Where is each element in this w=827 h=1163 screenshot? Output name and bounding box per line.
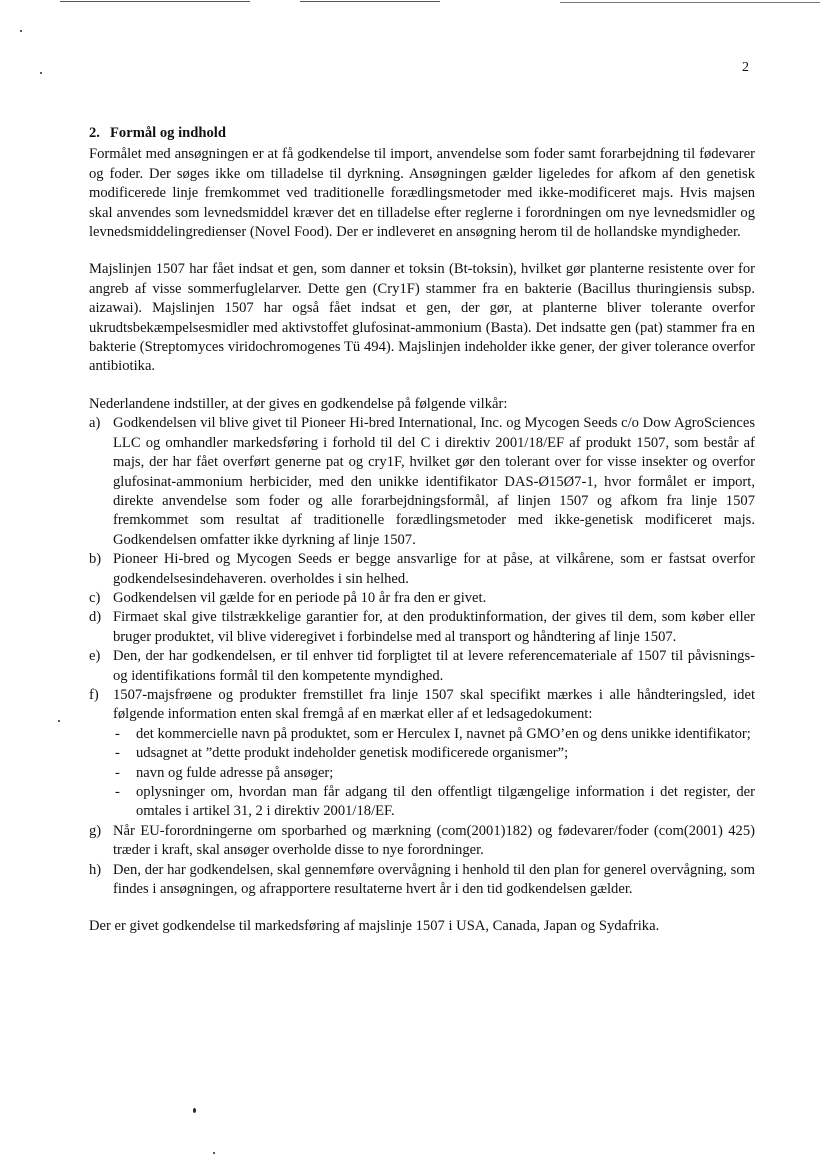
item-text: Den, der har godkendelsen, er til enhver tid forpligtet til at levere referencemateriale af 1507 til påvisnings- og identifikations formål til den kompetente myndighed. — [113, 648, 755, 684]
condition-item — [89, 686, 755, 822]
labelling-item — [113, 744, 755, 763]
labelling-text: udsagnet at ”dette produkt indeholder genetisk modificerede organismer”; — [136, 745, 569, 762]
labelling-text: oplysninger om, hvordan man får adgang til den offentligt tilgængelige information i det register, der omtales i artikel 31, 2 i direktiv 2001/18/EF. — [136, 784, 755, 820]
item-text: Firmaet skal give tilstrækkelige garantier for, at den produktinformation, der gives til dem, som køber eller bruger produktet, vil blive videregivet i forbindelse med al transport og håndtering af linje 1507. — [113, 609, 755, 645]
item-marker: e) — [89, 648, 101, 665]
item-marker: c) — [89, 589, 101, 606]
section-number: 2. — [89, 125, 100, 141]
condition-item — [89, 822, 755, 861]
condition-item — [89, 414, 755, 550]
scan-speck — [58, 720, 60, 722]
item-text: 1507-majsfrøene og produkter fremstillet fra linje 1507 skal specifikt mærkes i alle håndteringsled, idet følgende information enten skal fremgå af en mærkat eller af et ledsagedokument: — [113, 686, 755, 723]
item-marker: h) — [89, 861, 102, 878]
scan-edge-artifact — [0, 0, 827, 6]
item-text: Pioneer Hi-bred og Mycogen Seeds er begge ansvarlige for at påse, at vilkårene, som er fastsat overfor godkendelsesindehaveren. overholdes i sin helhed. — [113, 551, 755, 587]
labelling-item — [113, 783, 755, 822]
item-text: Når EU-forordningerne om sporbarhed og mærkning (com(2001)182) og fødevarer/foder (com(2001) 425) træder i kraft, skal ansøger overholde disse to nye forordninger. — [113, 822, 755, 859]
item-text: Godkendelsen vil gælde for en periode på 10 år fra den er givet. — [113, 589, 487, 606]
dash-marker: - — [115, 745, 120, 762]
condition-item — [89, 608, 755, 647]
labelling-text: navn og fulde adresse på ansøger; — [136, 764, 334, 781]
scan-speck — [193, 1108, 196, 1113]
dash-marker: - — [115, 784, 120, 800]
condition-item — [89, 550, 755, 589]
document-body — [89, 124, 755, 937]
conditions-list — [89, 414, 755, 899]
dash-marker: - — [115, 725, 120, 742]
gene-description-paragraph: Majslinjen 1507 har fået indsat et gen, som danner et toksin (Bt-toksin), hvilket gør planterne resistente over for angreb af visse sommerfuglelarver. Dette gen (Cry1F) stammer fra en bakterie (Bacillus thuringiensis subsp. aizawai). Majslinjen 1507 har også fået indsat et gen, der gør, at planterne bliver tolerante overfor ukrudtsbekæmpelsesmidler med aktivstoffet glufosinat-ammonium (Basta). Det indsatte gen (pat) stammer fra en bakterie (Streptomyces viridochromogenes Tü 494). Majslinjen indeholder ikke gener, der giver tolerance overfor antibiotika. — [89, 261, 755, 375]
item-marker: g) — [89, 822, 102, 839]
scan-speck — [40, 72, 42, 74]
conditions-intro: Nederlandene indstiller, at der gives en godkendelse på følgende vilkår: — [89, 395, 508, 412]
item-marker: a) — [89, 415, 101, 432]
labelling-list — [113, 725, 755, 822]
condition-item — [89, 589, 755, 608]
item-marker: f) — [89, 686, 99, 703]
item-marker: d) — [89, 609, 102, 626]
labelling-text: det kommercielle navn på produktet, som er Herculex I, navnet på GMO’en og dens unikke identifikator; — [136, 725, 751, 742]
condition-item — [89, 647, 755, 686]
final-paragraph: Der er givet godkendelse til markedsføring af majslinje 1507 i USA, Canada, Japan og Sydafrika. — [89, 918, 660, 935]
scan-speck — [20, 30, 22, 32]
section-heading — [89, 124, 755, 143]
dash-marker: - — [115, 764, 120, 781]
item-text: Godkendelsen vil blive givet til Pioneer Hi-bred International, Inc. og Mycogen Seeds c/o Dow AgroSciences LLC og omhandler markedsføring i forhold til del C i direktiv 2001/18/EF af produkt 1507, som består af majs, der har fået overført generne pat og cry1F, hvilket gør den tolerant over for visse insekter og overfor glufosinat-ammonium herbicider, med den unikke identifikator DAS-Ø15Ø7-1, hvor formålet er import, direkte anvendelse som foder og alle forarbejdningsformål, af linjen 1507 og afkom fra linje 1507 fremkommet som resultat af traditionelle forædlingsmetoder med ikke-genetisk modificeret majs. Godkendelsen omfatter ikke dyrkning af linje 1507. — [113, 415, 755, 548]
item-marker: b) — [89, 551, 102, 568]
labelling-item — [113, 764, 755, 783]
scan-speck — [213, 1152, 215, 1154]
purpose-paragraph: Formålet med ansøgningen er at få godkendelse til import, anvendelse som foder samt forarbejdning til fødevarer og foder. Der søges ikke om tilladelse til dyrkning. Ansøgningen gælder ligeledes for afkom af den genetisk modificerede linje fremkommet ved traditionelle forædlingsmetoder med ikke-modificeret majs. Hvis majsen skal anvendes som levnedsmiddel kræver det en tilladelse efter reglerne i forordningen om nye levnedsmidler og levnedsmiddelingredienser (Novel Food). Der er indleveret en ansøgning herom til de hollandske myndigheder. — [89, 146, 755, 241]
labelling-item — [113, 725, 755, 744]
page-number: 2 — [742, 60, 749, 75]
condition-item — [89, 861, 755, 900]
section-title: Formål og indhold — [110, 125, 226, 141]
item-text: Den, der har godkendelsen, skal gennemføre overvågning i henhold til den plan for generel overvågning, som findes i ansøgningen, og afrapportere resultaterne hvert år i den tid godkendelsen gælder. — [113, 861, 755, 898]
